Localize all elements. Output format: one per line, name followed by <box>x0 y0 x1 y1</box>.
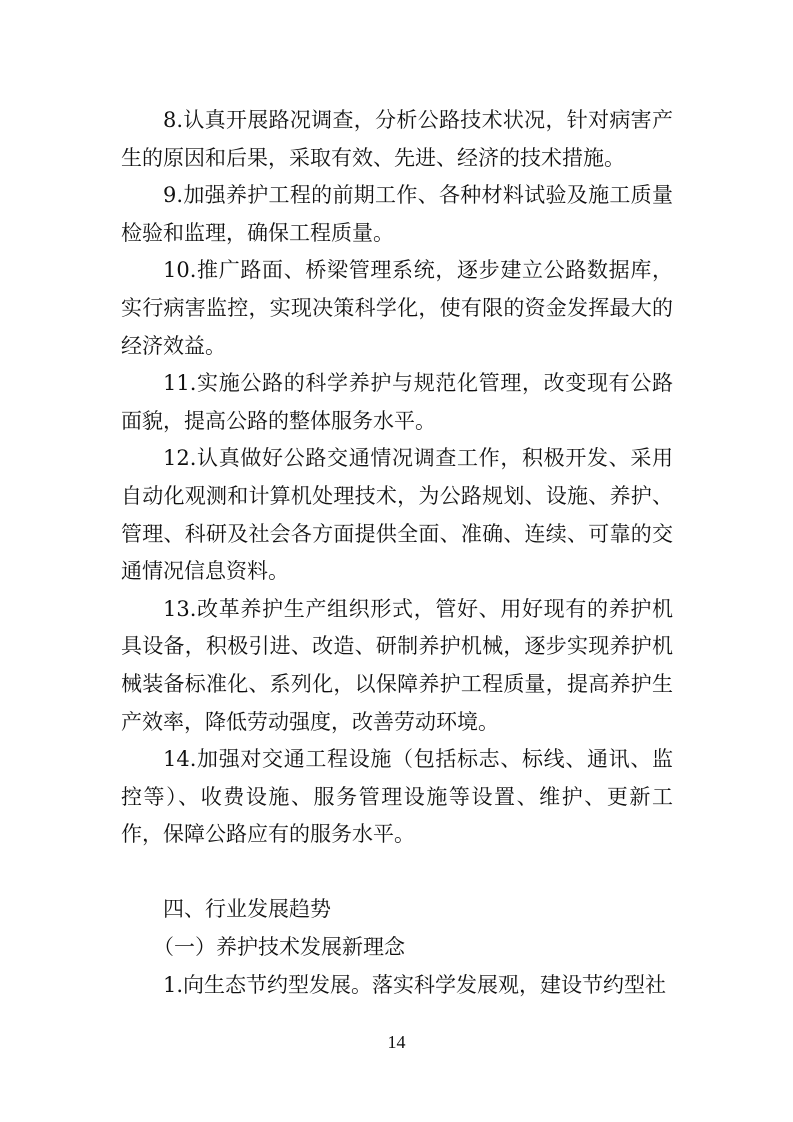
subsection-heading: （一）养护技术发展新理念 <box>153 935 405 960</box>
paragraph-13: 13.改革养护生产组织形式，管好、用好现有的养护机具设备，积极引进、改造、研制养护机械，逐步实现养护机械装备标准化、系列化，以保障养护工程质量，提高养护生产效率，降低劳动强度，改善劳动环境。 <box>121 596 673 734</box>
paragraph-8: 8.认真开展路况调查，分析公路技术状况，针对病害产生的原因和后果，采取有效、先进、经济的技术措施。 <box>121 108 673 170</box>
document-body <box>121 102 673 1004</box>
paragraph-eco-development: 1.向生态节约型发展。落实科学发展观，建设节约型社 <box>163 972 667 997</box>
section-heading: 四、行业发展趋势 <box>163 897 331 922</box>
page-number: 14 <box>387 1032 406 1052</box>
paragraph-12: 12.认真做好公路交通情况调查工作，积极开发、采用自动化观测和计算机处理技术，为公路规划、设施、养护、管理、科研及社会各方面提供全面、准确、连续、可靠的交通情况信息资料。 <box>121 446 673 584</box>
paragraph-10: 10.推广路面、桥梁管理系统，逐步建立公路数据库，实行病害监控，实现决策科学化，使有限的资金发挥最大的经济效益。 <box>121 258 673 358</box>
paragraph-11: 11.实施公路的科学养护与规范化管理，改变现有公路面貌，提高公路的整体服务水平。 <box>121 371 673 433</box>
paragraph-14: 14.加强对交通工程设施（包括标志、标线、通讯、监控等）、收费设施、服务管理设施等设置、维护、更新工作，保障公路应有的服务水平。 <box>121 747 673 847</box>
paragraph-9: 9.加强养护工程的前期工作、各种材料试验及施工质量检验和监理，确保工程质量。 <box>121 183 673 245</box>
